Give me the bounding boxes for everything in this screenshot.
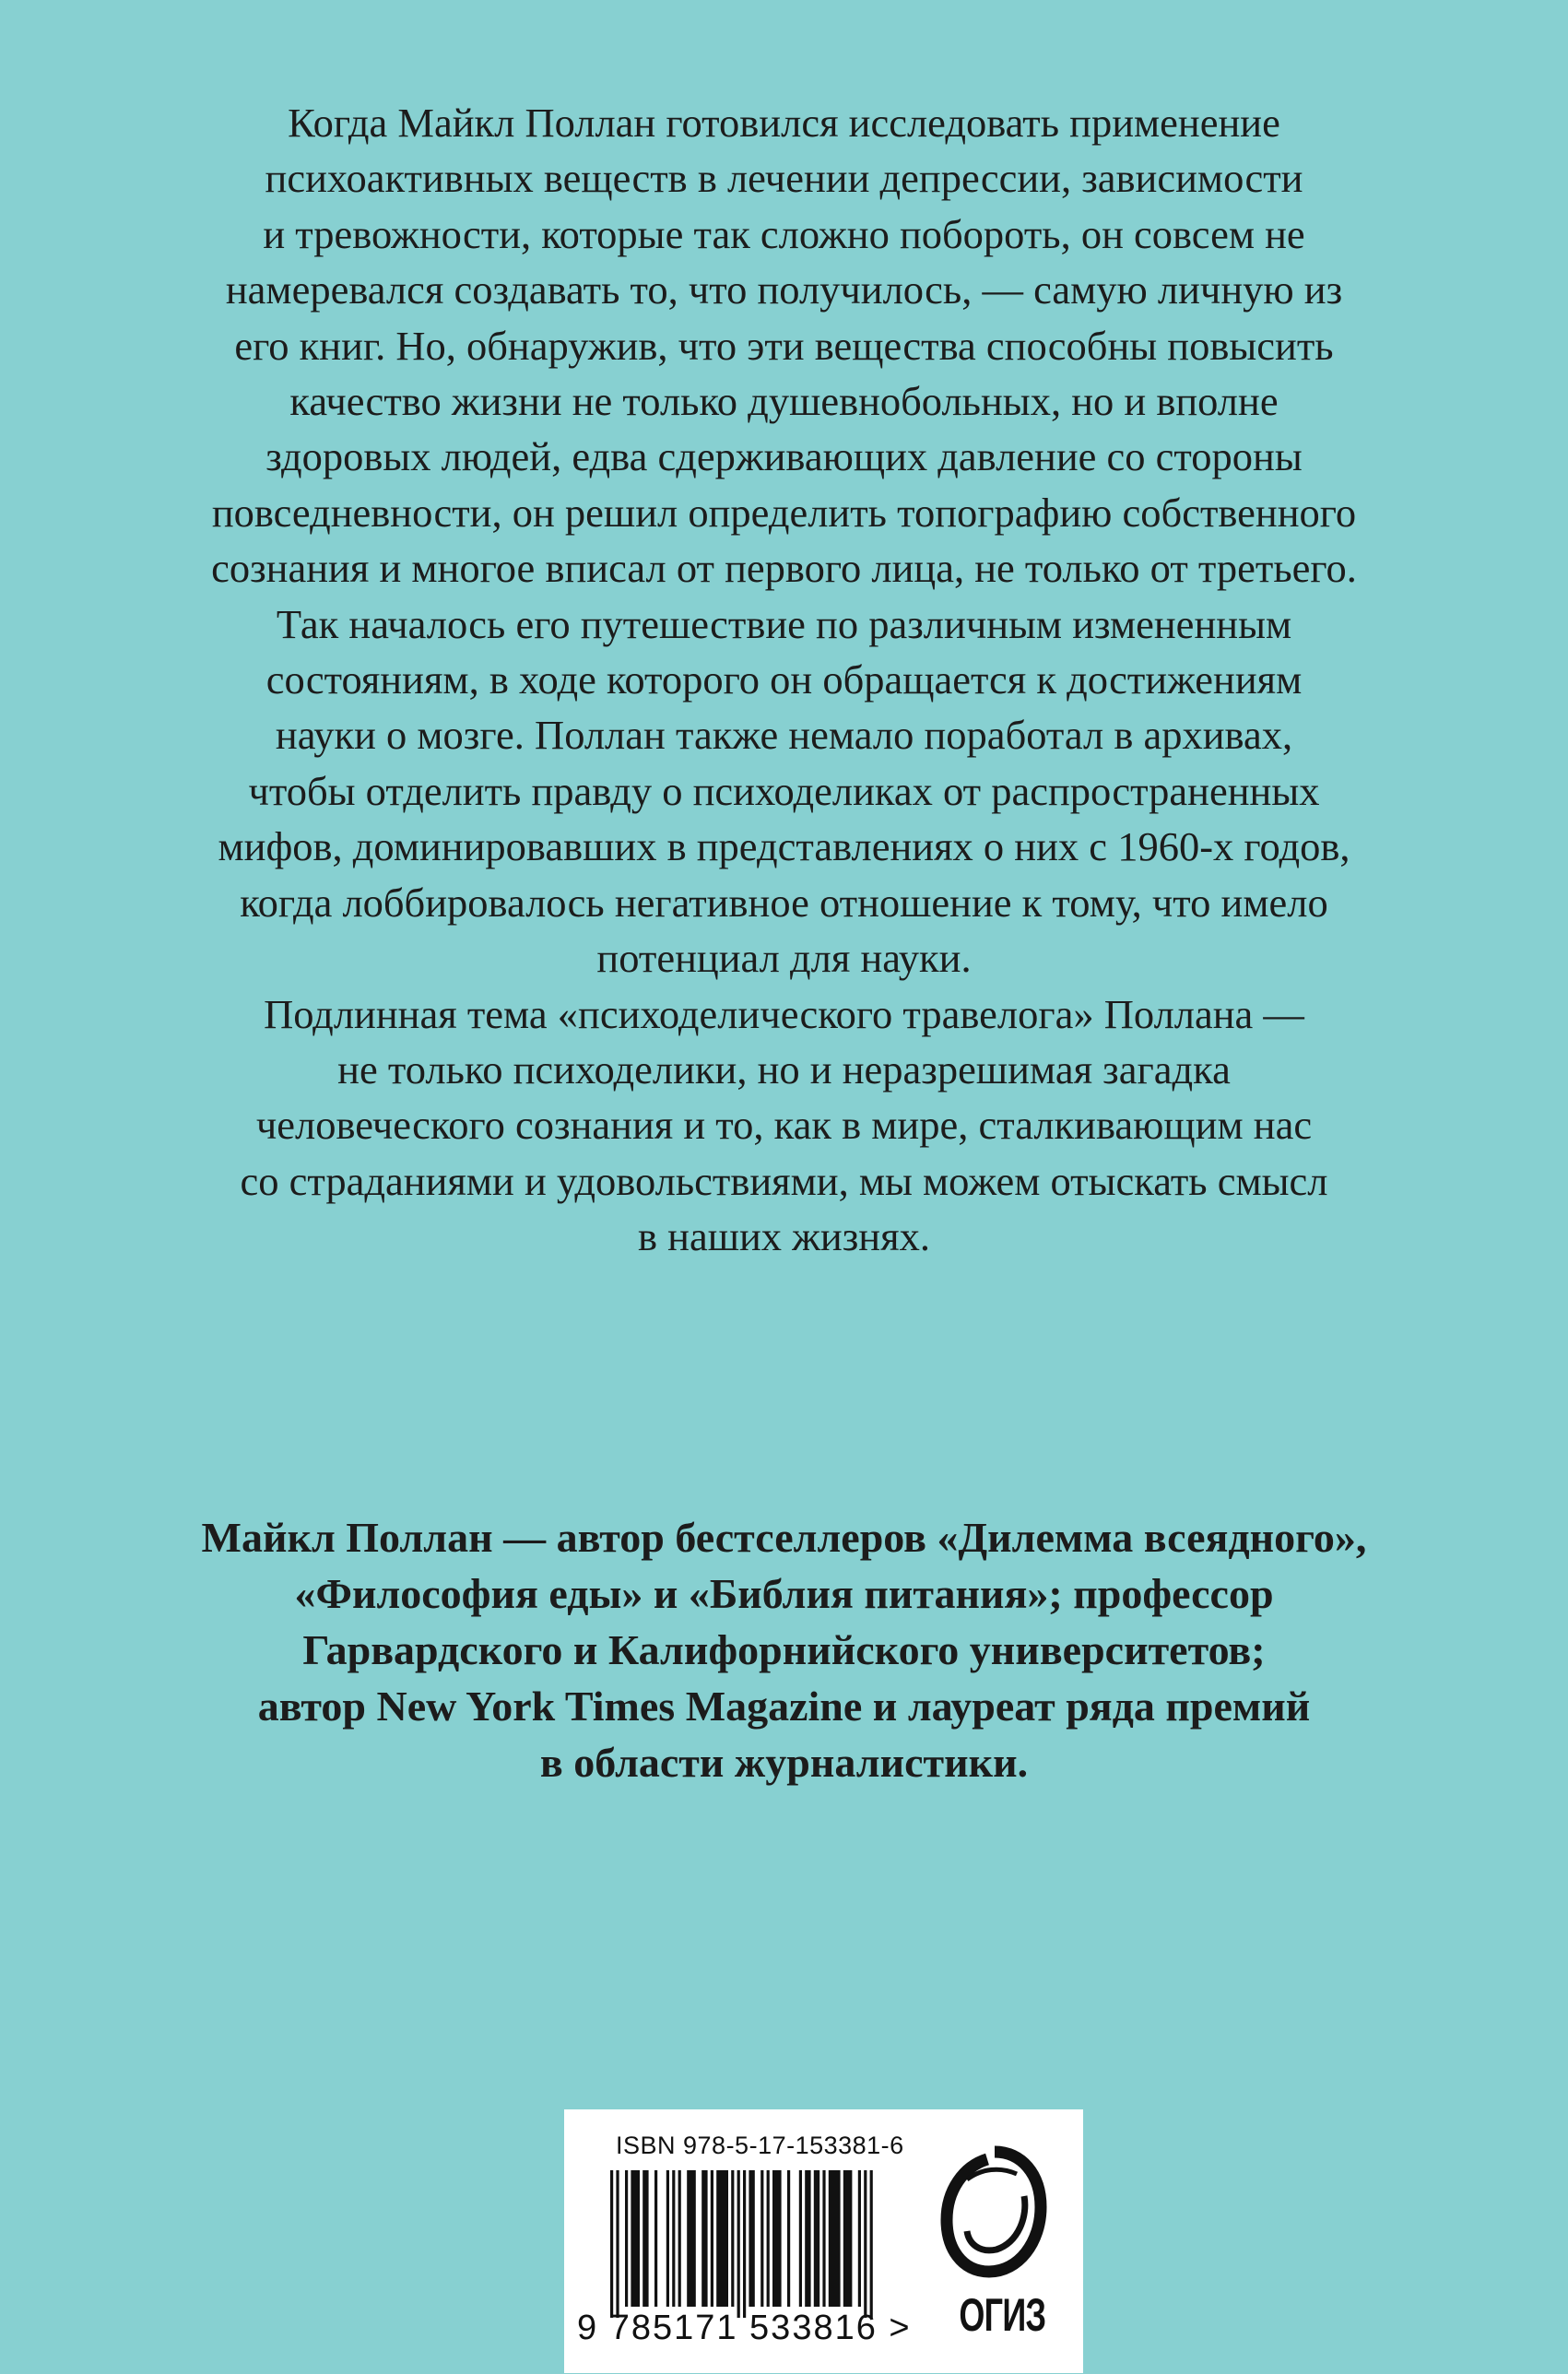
- annotation-line: мифов, доминировавших в представлениях о них с 1960-х годов,: [218, 823, 1350, 870]
- author-bio-line: Гарвардского и Калифорнийского университетов;: [302, 1626, 1266, 1673]
- isbn-label: ISBN 978-5-17-153381-6: [616, 2132, 904, 2159]
- publisher-name: ОГИЗ: [959, 2289, 1046, 2341]
- annotation-line: повседневности, он решил определить топографию собственного: [211, 489, 1357, 536]
- author-bio-line: Майкл Поллан — автор бестселлеров «Дилемма всеядного»,: [201, 1514, 1367, 1561]
- barcode-bar: [625, 2170, 628, 2307]
- barcode-bar: [822, 2170, 825, 2307]
- annotation-line: науки о мозге. Поллан также немало поработал в архивах,: [275, 712, 1293, 759]
- barcode-bar: [772, 2170, 782, 2307]
- barcode-bar: [631, 2170, 640, 2307]
- barcode-bar: [731, 2170, 734, 2307]
- author-bio-line: автор New York Times Magazine и лауреат ряда премий: [257, 1683, 1311, 1730]
- annotation-line: его книг. Но, обнаружив, что эти вещества способны повысить: [234, 322, 1334, 369]
- barcode-bar: [678, 2170, 681, 2307]
- barcode-bar: [870, 2170, 873, 2318]
- barcode-bar: [799, 2170, 802, 2307]
- barcode-bar: [858, 2170, 861, 2307]
- annotation-line: потенциал для науки.: [596, 935, 972, 982]
- barcode-panel: [564, 2109, 1083, 2373]
- annotation-text: [0, 95, 1568, 1265]
- annotation-line: Когда Майкл Поллан готовился исследовать применение: [288, 100, 1280, 146]
- barcode-bar: [737, 2170, 740, 2318]
- annotation-line: Подлинная тема «психоделического травелога» Поллана —: [264, 990, 1304, 1037]
- author-bio: [0, 1509, 1568, 1790]
- annotation-line: и тревожности, которые так сложно побороть, он совсем не: [263, 210, 1305, 257]
- barcode-bar: [701, 2170, 707, 2307]
- annotation-line: в наших жизнях.: [638, 1213, 930, 1260]
- barcode-bar: [864, 2170, 867, 2318]
- annotation-line: чтобы отделить правду о психоделиках от распространенных: [248, 767, 1320, 814]
- barcode-bar: [767, 2170, 770, 2307]
- annotation-line: не только психоделики, но и неразрешимая загадка: [337, 1045, 1231, 1093]
- barcode-bar: [711, 2170, 713, 2307]
- barcode-bar: [749, 2170, 754, 2307]
- annotation-line: состояниям, в ходе которого он обращается к достижениям: [265, 656, 1303, 703]
- annotation-line: когда лоббировалось негативное отношение к тому, что имело: [240, 879, 1328, 926]
- barcode-bar: [829, 2170, 841, 2307]
- author-bio-line: в области журналистики.: [539, 1739, 1029, 1786]
- annotation-line: человеческого сознания и то, как в мире, сталкивающим нас: [255, 1102, 1313, 1149]
- annotation-line: здоровых людей, едва сдерживающих давление со стороны: [265, 433, 1303, 480]
- barcode-bar: [687, 2170, 696, 2307]
- barcode-bar: [787, 2170, 790, 2307]
- annotation-line: сознания и многое вписал от первого лица, не только от третьего.: [211, 545, 1357, 592]
- barcode-bar: [672, 2170, 675, 2307]
- annotation-line: качество жизни не только душевнобольных, но и вполне: [289, 378, 1279, 425]
- barcode-bar: [643, 2170, 648, 2307]
- barcode-bar: [610, 2170, 613, 2318]
- annotation-line: психоактивных веществ в лечении депрессии, зависимости: [265, 155, 1303, 202]
- barcode-bar: [805, 2170, 810, 2307]
- barcode-bar: [716, 2170, 728, 2307]
- author-bio-line: «Философия еды» и «Библия питания»; профессор: [294, 1570, 1274, 1617]
- barcode-bar: [760, 2170, 763, 2307]
- barcode-bar: [843, 2170, 853, 2307]
- barcode-bar: [814, 2170, 819, 2307]
- barcode-bar: [616, 2170, 619, 2318]
- barcode-bar: [666, 2170, 669, 2307]
- barcode-bar: [743, 2170, 746, 2318]
- annotation-line: со страданиями и удовольствиями, мы можем отыскать смысл: [240, 1157, 1328, 1204]
- annotation-line: намеревался создавать то, что получилось, — самую личную из: [225, 266, 1343, 313]
- barcode-bar: [654, 2170, 657, 2307]
- barcode-digits: 9 785171 533816 >: [577, 2309, 912, 2347]
- annotation-line: Так началось его путешествие по различным измененным: [276, 600, 1292, 647]
